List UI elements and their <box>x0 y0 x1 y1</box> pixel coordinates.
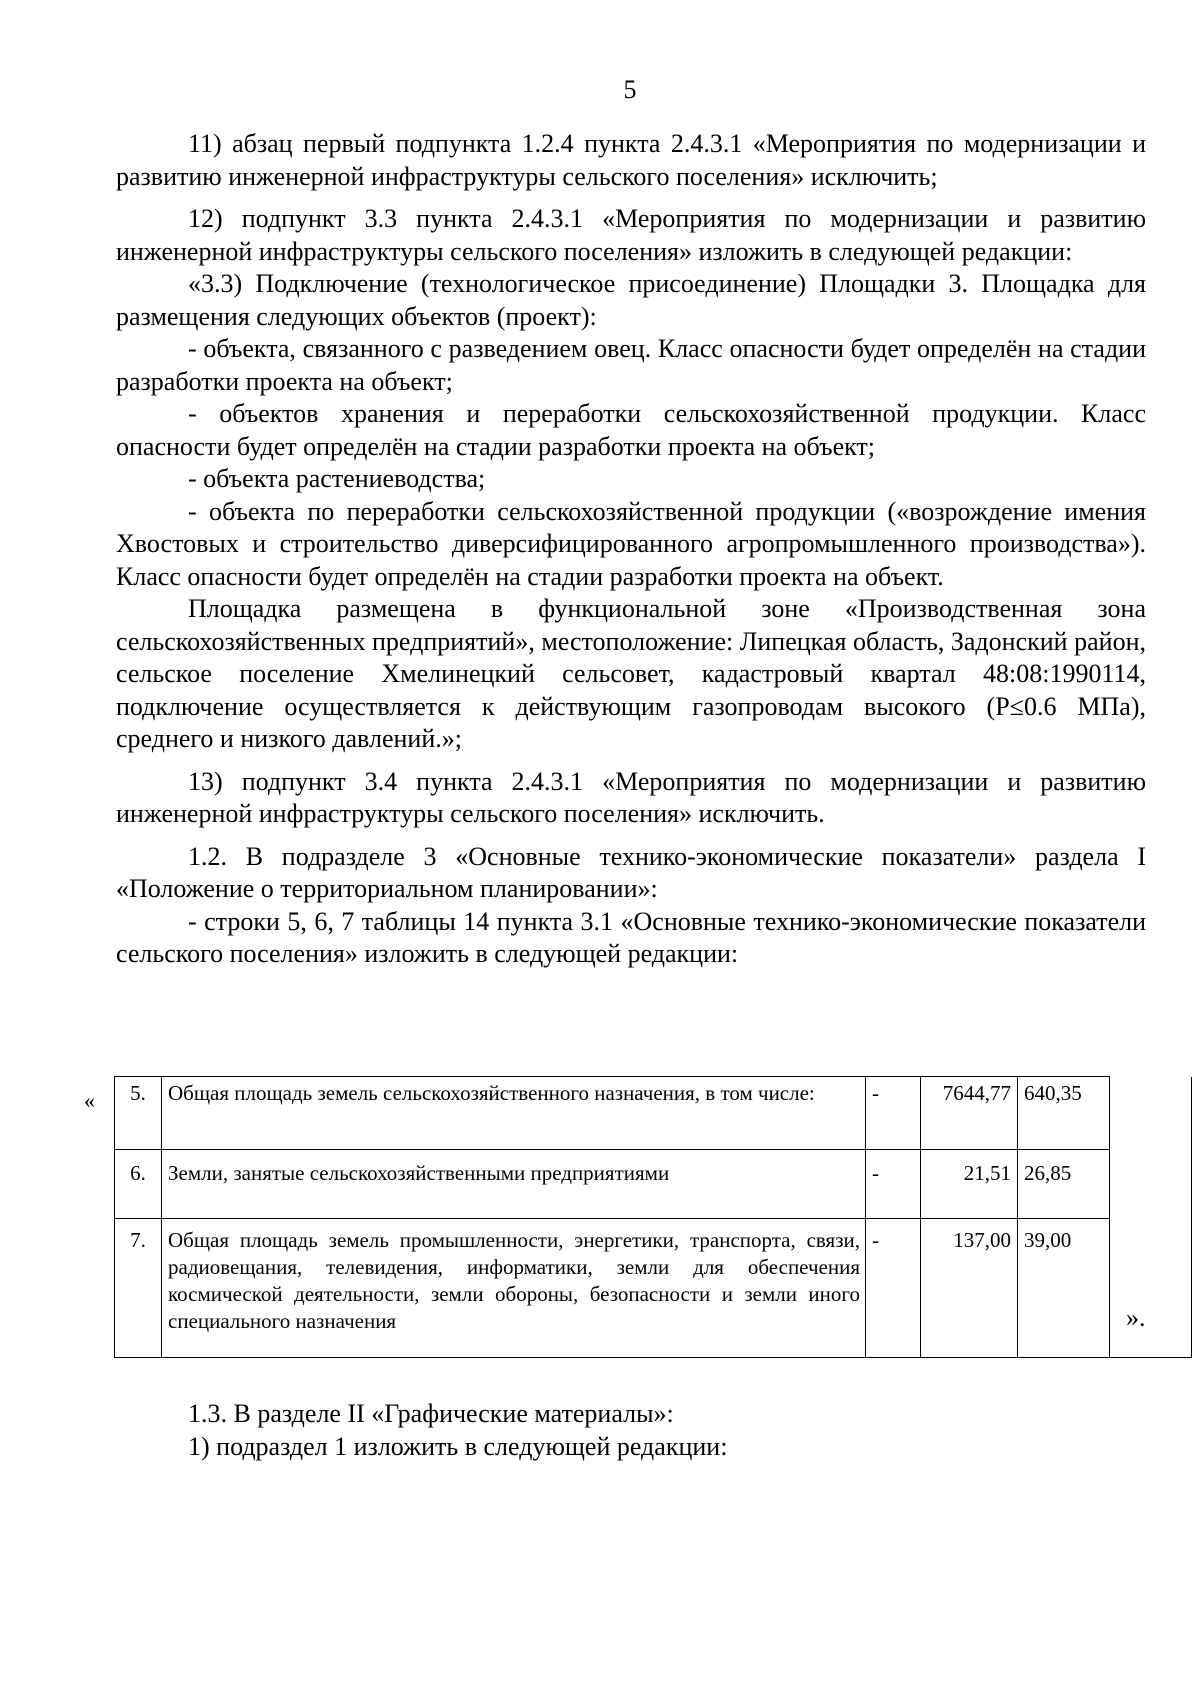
paragraph-site-location: Площадка размещена в функциональной зоне «Производственная зона сельскохозяйственных предприятий», местоположение: Липецкая область, Задонский район, сельское поселение Хмелинецкий сельсовет, кадастровый квартал 48:08:1990114, подключение осуществляется к действующим газопроводам высокого (Р≤0.6 МПа), среднего и низкого давлений.»; <box>116 594 1146 753</box>
row-value-1: 21,51 <box>921 1150 1018 1219</box>
table-open-quote: « <box>84 1088 95 1113</box>
page-number: 5 <box>623 75 637 104</box>
paragraph-subsection-1: 1) подраздел 1 изложить в следующей редакции: <box>188 1431 728 1461</box>
row-dash: - <box>866 1077 921 1150</box>
row-value-1: 137,00 <box>921 1219 1018 1358</box>
paragraph-item-12: 12) подпункт 3.3 пункта 2.4.3.1 «Мероприятия по модернизации и развитию инженерной инфраструктуры сельского поселения» изложить в следующей редакции: <box>116 204 1146 266</box>
row-value-2: 640,35 <box>1018 1077 1110 1150</box>
paragraph-table-rows-intro: - строки 5, 6, 7 таблицы 14 пункта 3.1 «Основные технико-экономические показатели сельского поселения» изложить в следующей редакции: <box>116 906 1146 968</box>
body-text-top <box>116 128 1146 971</box>
table-row <box>115 1219 1192 1358</box>
table-row <box>115 1150 1192 1219</box>
row-value-2: 39,00 <box>1018 1219 1110 1358</box>
paragraph-object-processing: - объекта по переработки сельскохозяйственной продукции («возрождение имения Хвостовых и строительство диверсифицированного агропромышленного производства»). Класс опасности будет определён на стадии разработки проекта на объект. <box>116 496 1146 591</box>
row-dash: - <box>866 1150 921 1219</box>
body-text-bottom <box>116 1398 1146 1463</box>
row-name: Земли, занятые сельскохозяйственными предприятиями <box>162 1150 866 1219</box>
row-number: 5. <box>115 1077 162 1150</box>
paragraph-section-1-2: 1.2. В подразделе 3 «Основные технико-экономические показатели» раздела I «Положение о территориальном планировании»: <box>116 841 1146 903</box>
row-number: 6. <box>115 1150 162 1219</box>
row-name: Общая площадь земель сельскохозяйственного назначения, в том числе: <box>162 1077 866 1150</box>
paragraph-item-11: 11) абзац первый подпункта 1.2.4 пункта 2.4.3.1 «Мероприятия по модернизации и развитию инженерной инфраструктуры сельского поселения» исключить; <box>116 129 1146 191</box>
paragraph-object-crops: - объекта растениеводства; <box>188 464 486 493</box>
paragraph-subitem-3-3: «3.3) Подключение (технологическое присоединение) Площадки 3. Площадка для размещения следующих объектов (проект): <box>116 269 1146 331</box>
row-dash: - <box>866 1219 921 1358</box>
row-value-2: 26,85 <box>1018 1150 1110 1219</box>
table-close-quote: ». <box>1126 1303 1146 1332</box>
row-name: Общая площадь земель промышленности, энергетики, транспорта, связи, радиовещания, телевидения, информатики, земли для обеспечения космической деятельности, земли обороны, безопасности и земли иного специального назначения <box>162 1219 866 1358</box>
row-number: 7. <box>115 1219 162 1358</box>
paragraph-object-sheep: - объекта, связанного с разведением овец. Класс опасности будет определён на стадии разработки проекта на объект; <box>116 334 1146 396</box>
indicators-table <box>114 1076 1192 1358</box>
paragraph-object-storage: - объектов хранения и переработки сельскохозяйственной продукции. Класс опасности будет определён на стадии разработки проекта на объект; <box>116 399 1146 461</box>
table-row <box>115 1077 1192 1150</box>
row-value-1: 7644,77 <box>921 1077 1018 1150</box>
paragraph-item-13: 13) подпункт 3.4 пункта 2.4.3.1 «Мероприятия по модернизации и развитию инженерной инфраструктуры сельского поселения» исключить. <box>116 766 1146 828</box>
paragraph-section-1-3: 1.3. В разделе II «Графические материалы»: <box>188 1399 674 1428</box>
